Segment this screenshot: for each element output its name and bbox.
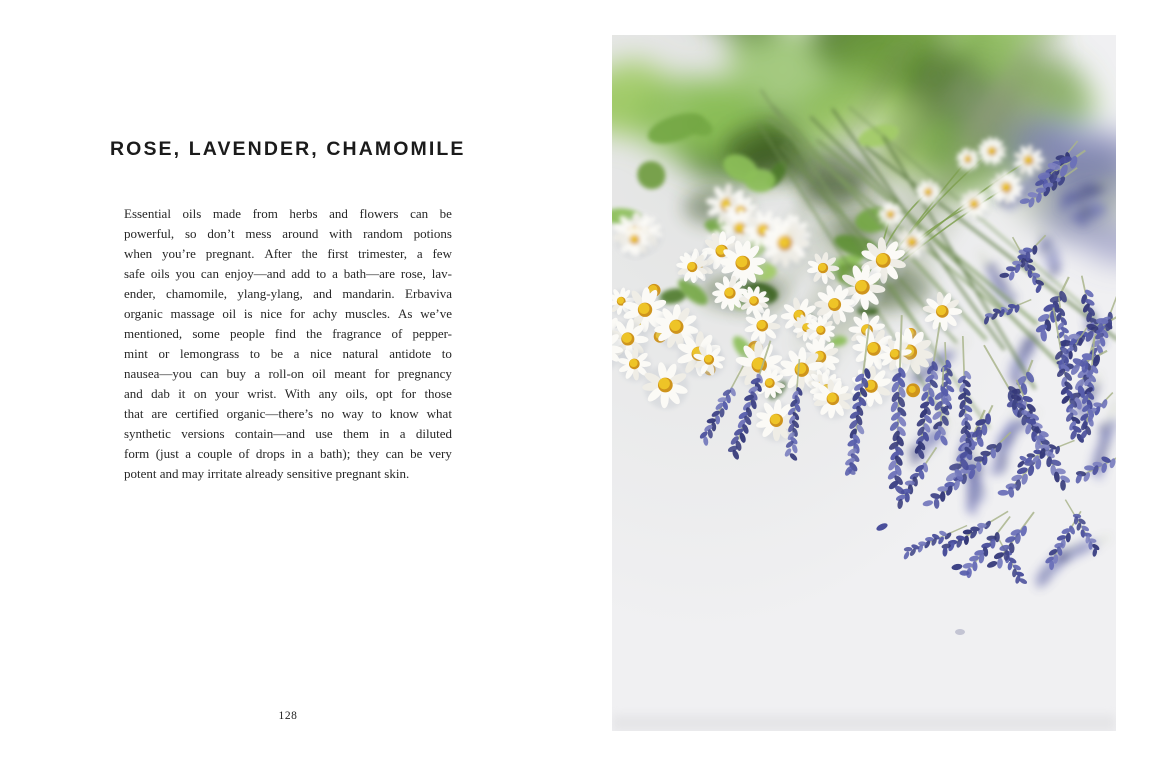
body-text: Essential oils made from herbs and flowers can be powerful, so don’t mess around with random potions when you’re pregnant. After the first trimester, a few safe oils you can enjoy—and add to a bath—are rose, lav- ender, chamomile, ylang-ylang, and mandarin. Erbaviva organic massage oil is nice for achy muscles. As we’ve mentioned, some people find the fragrance of pepper- mint or lemongrass to be a nice natural antidote to nausea—you can buy a roll-on oil meant for pregnancy and dab it on your wrist. With any oils, opt for those that are certified organic—there’s no way to know what synthetic versions contain—and use them in a diluted form (just a couple of drops in a bath); they can be very potent and may irritate already sensitive pregnant skin.	[124, 206, 452, 481]
page-number: 128	[278, 710, 298, 722]
page-title: ROSE, LAVENDER, CHAMOMILE	[110, 138, 466, 160]
photo-illustration	[612, 35, 1116, 731]
photo-chamomile-lavender	[612, 35, 1116, 731]
